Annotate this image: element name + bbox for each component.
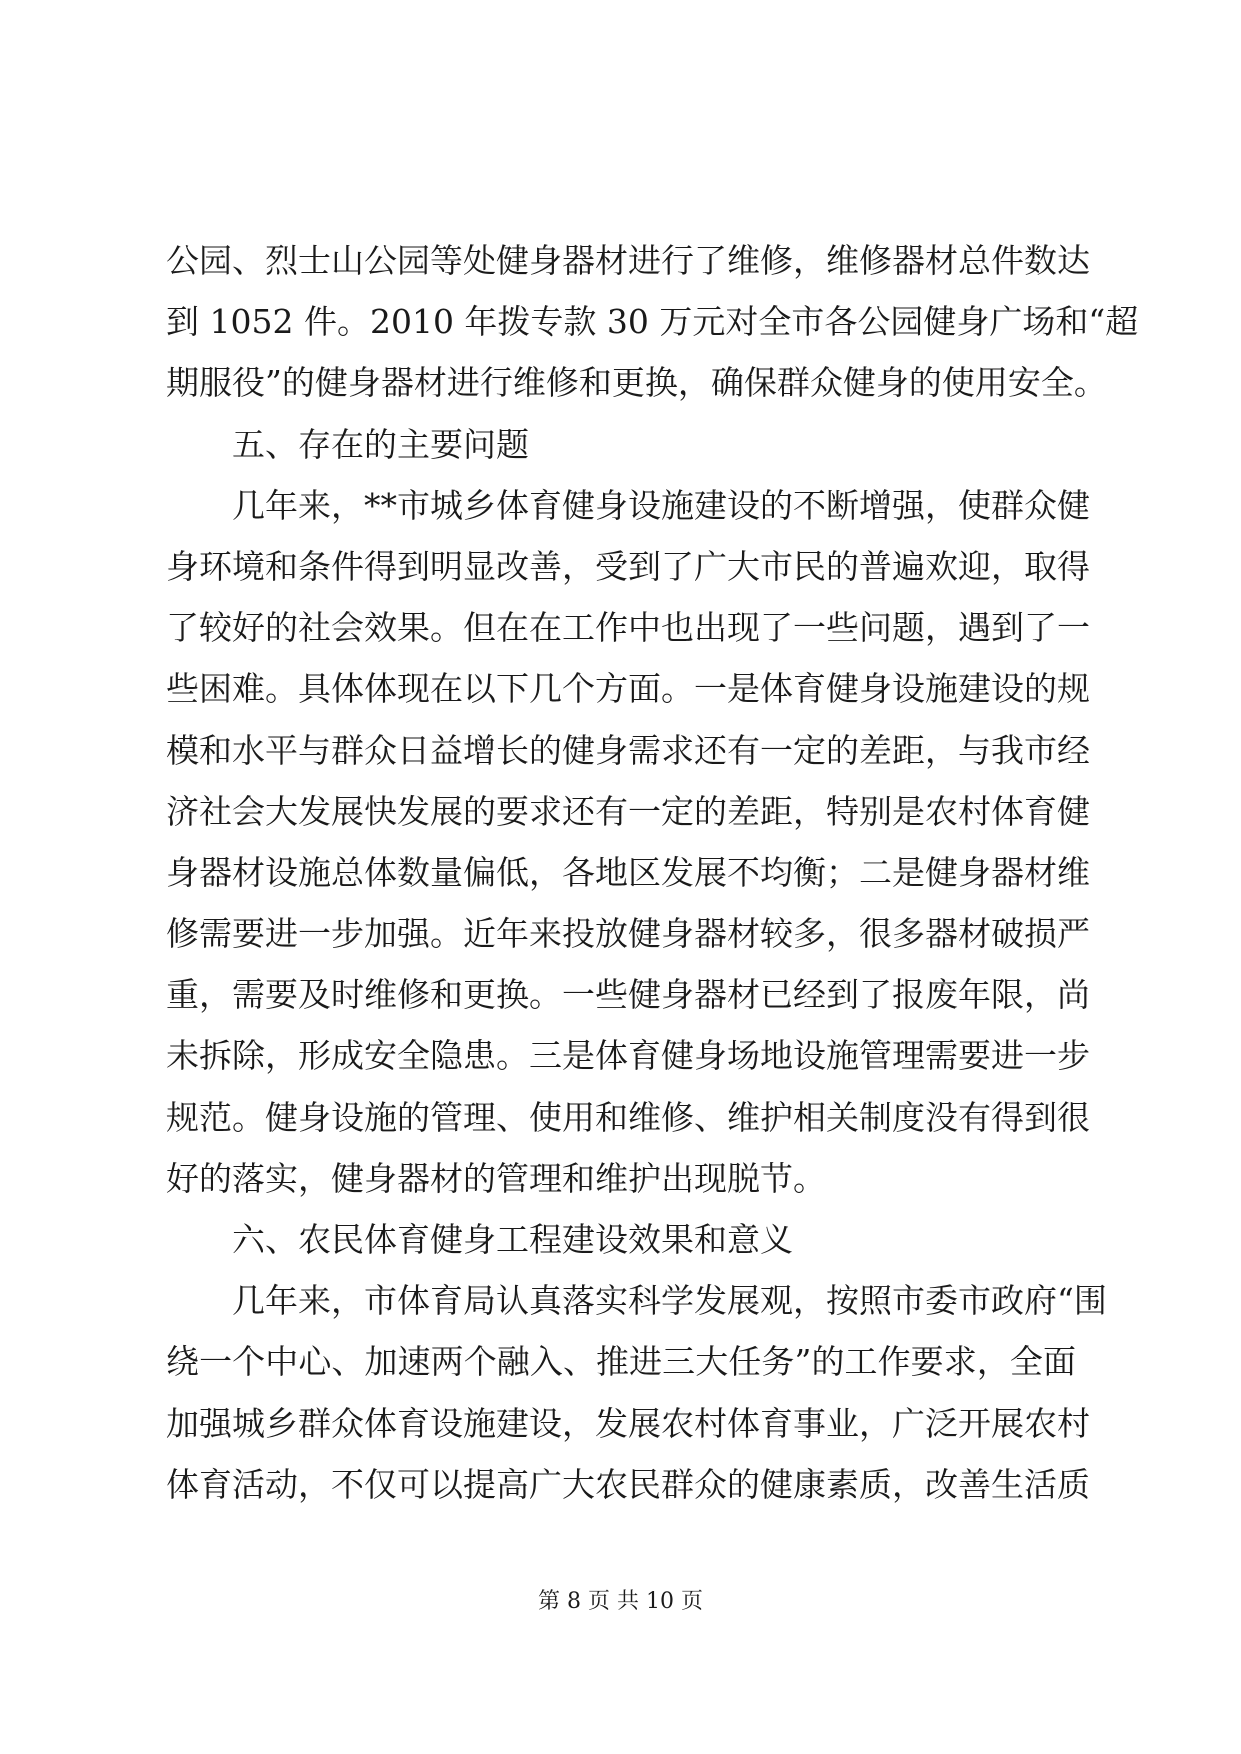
text-line: 好的落实，健身器材的管理和维护出现脱节。 xyxy=(166,1158,826,1198)
section-heading-5: 五、存在的主要问题 xyxy=(232,424,529,464)
text-line: 几年来，**市城乡体育健身设施建设的不断增强，使群众健 xyxy=(232,485,1090,525)
text-line: 济社会大发展快发展的要求还有一定的差距，特别是农村体育健 xyxy=(166,791,1090,831)
section-heading-6: 六、农民体育健身工程建设效果和意义 xyxy=(232,1220,793,1259)
text-line: 绕一个中心、加速两个融入、推进三大任务”的工作要求，全面 xyxy=(166,1342,1076,1382)
text-line: 修需要进一步加强。近年来投放健身器材较多，很多器材破损严 xyxy=(166,914,1090,954)
body-text xyxy=(166,230,1139,1515)
text-line: 体育活动，不仅可以提高广大农民群众的健康素质，改善生活质 xyxy=(166,1464,1090,1504)
text-line: 加强城乡群众体育设施建设，发展农村体育事业，广泛开展农村 xyxy=(166,1403,1090,1443)
text-line: 重，需要及时维修和更换。一些健身器材已经到了报废年限，尚 xyxy=(166,975,1090,1015)
text-line: 期服役”的健身器材进行维修和更换，确保群众健身的使用安全。 xyxy=(166,363,1107,403)
text-line: 了较好的社会效果。但在在工作中也出现了一些问题，遇到了一 xyxy=(166,608,1090,648)
text-line: 规范。健身设施的管理、使用和维修、维护相关制度没有得到很 xyxy=(166,1097,1090,1137)
page-footer: 第 8 页 共 10 页 xyxy=(538,1589,703,1614)
text-line: 身环境和条件得到明显改善，受到了广大市民的普遍欢迎，取得 xyxy=(166,546,1090,586)
text-line: 身器材设施总体数量偏低，各地区发展不均衡；二是健身器材维 xyxy=(166,852,1090,892)
text-line: 几年来，市体育局认真落实科学发展观，按照市委市政府“围 xyxy=(232,1281,1107,1321)
text-line: 模和水平与群众日益增长的健身需求还有一定的差距，与我市经 xyxy=(166,730,1090,770)
text-line: 到 1052 件。2010 年拨专款 30 万元对全市各公园健身广场和“超 xyxy=(166,302,1139,342)
text-line: 些困难。具体体现在以下几个方面。一是体育健身设施建设的规 xyxy=(166,669,1090,709)
text-line: 未拆除，形成安全隐患。三是体育健身场地设施管理需要进一步 xyxy=(166,1036,1090,1076)
text-line: 公园、烈士山公园等处健身器材进行了维修，维修器材总件数达 xyxy=(166,241,1090,280)
